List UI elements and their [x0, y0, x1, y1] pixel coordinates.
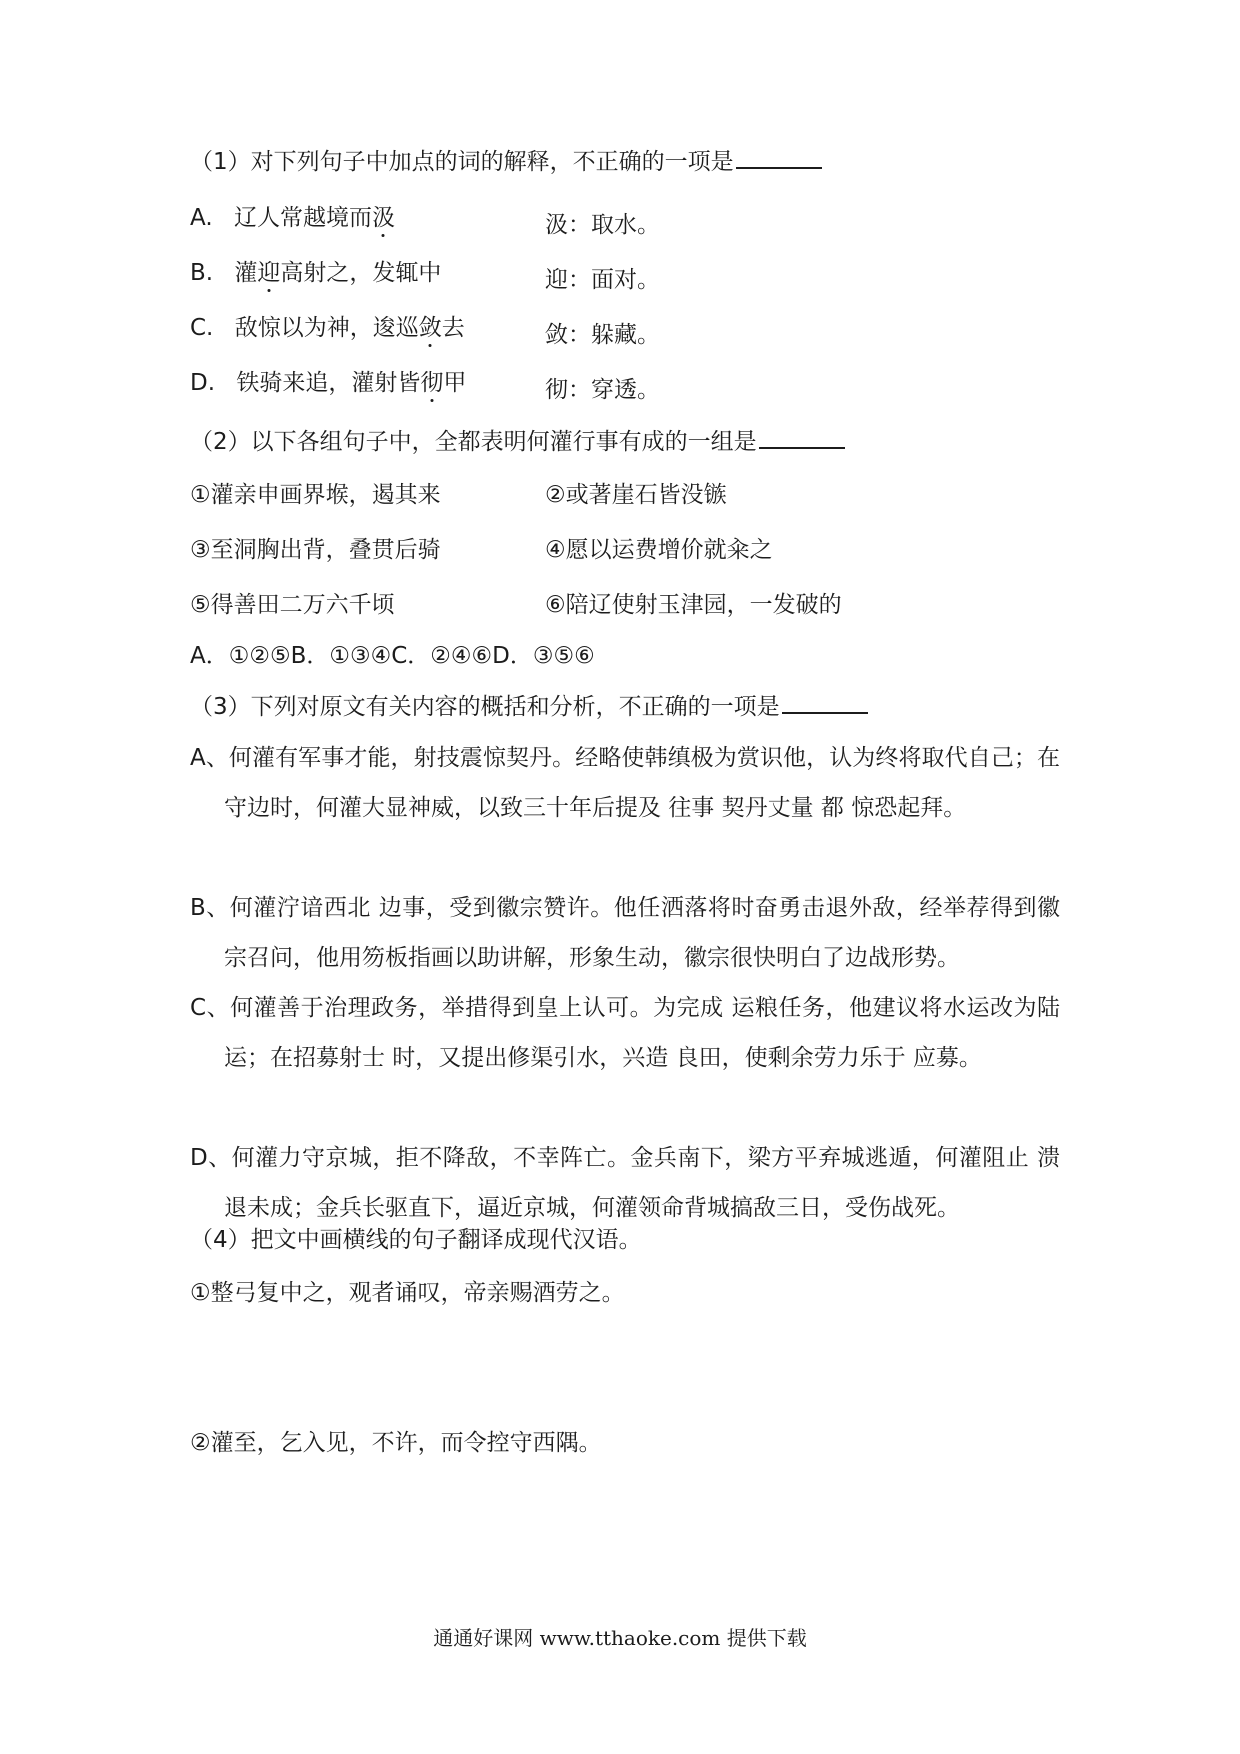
q3-option-d: D、何灌力守京城，拒不降敌，不幸阵亡。金兵南下，梁方平弃城逃遁，何灌阻止 溃退未成；金兵长驱直下，逼近京城，何灌领命背城搞敌三日，受伤战死。: [190, 1145, 1060, 1221]
page-footer: 通通好课网 www.tthaoke.com 提供下载: [433, 1626, 807, 1650]
q1-option-c: C. 敌惊以为神，逡巡敛去: [190, 315, 465, 341]
q2-item: ⑤得善田二万六千顷: [190, 592, 395, 618]
q1-prompt: （1）对下列句子中加点的词的解释，不正确的一项是: [190, 145, 822, 177]
q2-answer-choices: A．①②⑤B．①③④C．②④⑥D．③⑤⑥: [190, 643, 595, 669]
q2-item: ⑥陪辽使射玉津园，一发破的: [545, 592, 842, 618]
q1-gloss-c: 敛：躲藏。: [545, 322, 660, 348]
q3-option-c: C、何灌善于治理政务，举措得到皇上认可。为完成 运粮任务，他建议将水运改为陆运；在招募射士 时，又提出修渠引水，兴造 良田，使剩余劳力乐于 应募。: [190, 995, 1060, 1071]
q1-gloss-b: 迎：面对。: [545, 267, 660, 293]
q2-item: ①灌亲申画界堠，遏其来: [190, 482, 441, 508]
q1-option-a: A. 辽人常越境而汲: [190, 205, 395, 231]
q3-option-a: A、何灌有军事才能，射技震惊契丹。经略使韩缜极为赏识他，认为终将取代自己；在守边时，何灌大显神威，以致三十年后提及 往事 契丹丈量 都 惊恐起拜。: [190, 745, 1060, 821]
answer-blank: [759, 425, 845, 449]
q2-item: ③至洞胸出背，叠贯后骑: [190, 537, 441, 563]
answer-blank: [782, 690, 868, 714]
q4-item: ①整弓复中之，观者诵叹，帝亲赐酒劳之。: [190, 1280, 625, 1306]
q2-prompt: （2）以下各组句子中，全都表明何灌行事有成的一组是: [190, 425, 845, 457]
q1-gloss-a: 汲：取水。: [545, 212, 660, 238]
q2-item: ②或著崖石皆没镞: [545, 482, 727, 508]
q4-item: ②灌至，乞入见，不许，而令控守西隅。: [190, 1430, 602, 1456]
q3-option-b: B、何灌泞谙西北 边事，受到徽宗赞许。他任洒落将时奋勇击退外敌，经举荐得到徽宗召问，他用笏板指画以助讲解，形象生动，徽宗很快明白了边战形势。: [190, 895, 1060, 971]
answer-blank: [736, 145, 822, 169]
q4-prompt: （4）把文中画横线的句子翻译成现代汉语。: [190, 1227, 642, 1253]
q1-option-d: D. 铁骑来追，灌射皆彻甲: [190, 370, 467, 396]
q3-prompt: （3）下列对原文有关内容的概括和分析，不正确的一项是: [190, 690, 868, 722]
q1-gloss-d: 彻：穿透。: [545, 377, 660, 403]
q2-item: ④愿以运费增价就籴之: [545, 537, 773, 563]
q1-option-b: B. 灌迎高射之，发辄中: [190, 260, 442, 286]
